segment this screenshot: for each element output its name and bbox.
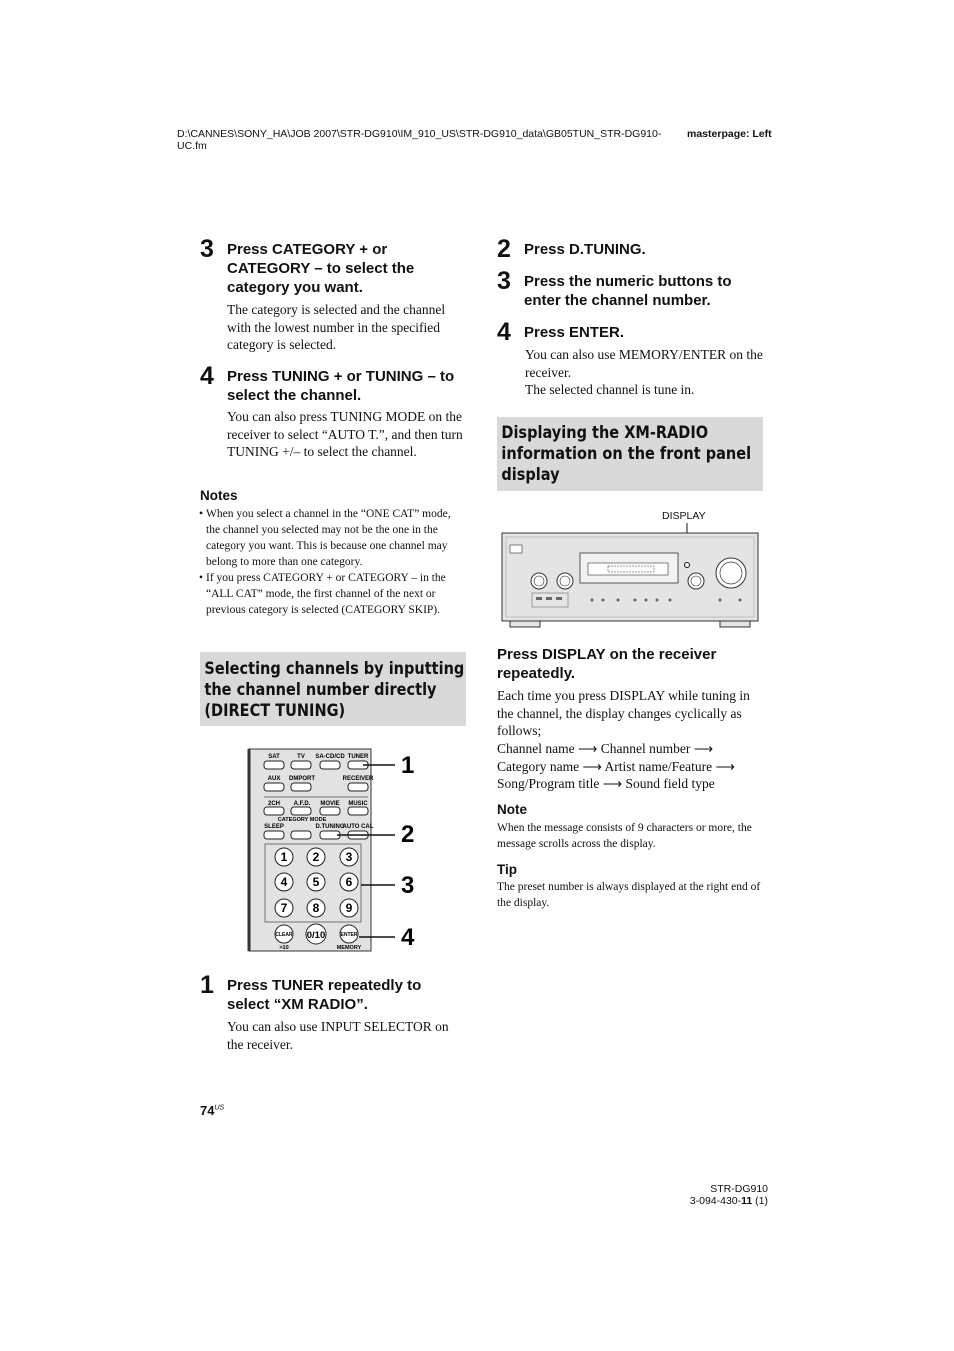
key-sleep: SLEEP xyxy=(264,824,284,830)
cycle-line xyxy=(497,758,765,776)
masterpage-label: masterpage: Left xyxy=(687,128,772,140)
key-1: 1 xyxy=(280,850,288,864)
step-body: You can also use INPUT SELECTOR on the receiver. xyxy=(227,1019,449,1052)
key-7: 7 xyxy=(280,901,288,915)
callout-3: 3 xyxy=(401,872,415,899)
file-path: D:\CANNES\SONY_HA\JOB 2007\STR-DG910\IM_910_US\STR-DG910_data\GB05TUN_STR-DG910-UC.fm xyxy=(177,128,662,152)
press-display-heading: Press DISPLAY on the receiver repeatedly. xyxy=(497,646,717,682)
callout-4: 4 xyxy=(401,924,415,951)
key-tuner: TUNER xyxy=(347,754,369,760)
step-heading: Press D.TUNING. xyxy=(524,241,646,258)
left-step-3 xyxy=(200,235,470,297)
note-item: • If you press CATEGORY + or CATEGORY – in the “ALL CAT” mode, the first channel of the next or previous category is selected (CATEGORY SKIP). xyxy=(199,570,466,618)
step-number: 4 xyxy=(200,362,214,390)
key-category-mode: CATEGORY MODE xyxy=(277,817,327,823)
right-step-4 xyxy=(497,318,767,346)
section-title-box xyxy=(200,652,466,726)
arrow-icon: ⟶ xyxy=(715,758,735,774)
cycle-item: Channel number xyxy=(600,741,691,756)
receiver-illustration xyxy=(500,523,762,631)
page-number xyxy=(200,1103,224,1118)
key-5: 5 xyxy=(312,875,320,889)
key-sat: SAT xyxy=(268,754,280,760)
step-heading: Press TUNING + or TUNING – to select the channel. xyxy=(227,368,455,404)
step-number: 1 xyxy=(200,971,214,999)
callout-2: 2 xyxy=(401,821,415,848)
left-step-1 xyxy=(200,971,470,1014)
display-label: DISPLAY xyxy=(662,510,706,522)
key-dtuning: D.TUNING xyxy=(315,824,345,830)
page-suffix: US xyxy=(214,1104,225,1112)
step-heading: Press ENTER. xyxy=(524,324,625,341)
tip-title: Tip xyxy=(497,862,517,877)
label-memory: MEMORY xyxy=(336,945,362,951)
note-title: Note xyxy=(497,802,527,817)
cycle-item: Channel name xyxy=(497,741,575,756)
step-heading: Press CATEGORY + or CATEGORY – to select the category you want. xyxy=(227,241,415,296)
key-4: 4 xyxy=(280,875,288,889)
key-enter: ENTER xyxy=(340,932,358,938)
display-body: Each time you press DISPLAY while tuning in the channel, the display changes cyclically as follows; xyxy=(497,688,750,738)
key-aux: AUX xyxy=(267,776,281,782)
cycle-line xyxy=(497,775,765,793)
key-music: MUSIC xyxy=(348,801,368,807)
cycle-line xyxy=(497,740,765,758)
key-2: 2 xyxy=(312,850,320,864)
step-number: 2 xyxy=(497,235,511,263)
key-receiver: RECEIVER xyxy=(342,776,374,782)
key-3: 3 xyxy=(345,850,353,864)
step-body-line: The selected channel is tune in. xyxy=(525,382,695,397)
cycle-item: Category name xyxy=(497,758,580,774)
key-8: 8 xyxy=(312,901,320,915)
model-info xyxy=(680,1183,768,1195)
right-step-2 xyxy=(497,235,767,263)
key-clear: CLEAR xyxy=(275,932,293,938)
left-step-4 xyxy=(200,362,470,405)
step-number: 4 xyxy=(497,318,511,346)
part-code-bold: 11 xyxy=(741,1195,753,1207)
key-movie: MOVIE xyxy=(320,801,340,807)
step-heading: Press TUNER repeatedly to select “XM RADIO”. xyxy=(227,977,422,1013)
arrow-icon: ⟶ xyxy=(582,758,602,774)
key-2ch: 2CH xyxy=(267,801,281,807)
key-tv: TV xyxy=(297,754,305,760)
section-title-box-xm xyxy=(497,417,763,491)
note-item: • When you select a channel in the “ONE CAT” mode, the channel you selected may not be the one in the category you want. This is because one channel may belong to more than one category. xyxy=(199,506,466,570)
section-title: Displaying the XM-RADIO information on the front panel display xyxy=(501,423,752,484)
callout-1: 1 xyxy=(401,752,415,779)
step-number: 3 xyxy=(200,235,214,263)
notes-title: Notes xyxy=(200,488,238,503)
step-body: You can also press TUNING MODE on the receiver to select “AUTO T.”, and then turn TUNING +/– to select the channel. xyxy=(227,409,463,459)
right-step-3 xyxy=(497,267,767,310)
remote-illustration xyxy=(245,745,425,955)
step-body-line: You can also use MEMORY/ENTER on the receiver. xyxy=(525,347,763,380)
cycle-item: Artist name/Feature xyxy=(604,758,713,774)
cycle-item: Sound field type xyxy=(625,776,715,791)
key-autocal: AUTO CAL xyxy=(342,824,374,830)
key-6: 6 xyxy=(345,875,353,889)
arrow-icon: ⟶ xyxy=(602,776,623,791)
section-title: Selecting channels by inputting the channel number directly (DIRECT TUNING) xyxy=(204,659,465,720)
step-number: 3 xyxy=(497,267,511,295)
key-9: 9 xyxy=(345,901,353,915)
key-sacd: SA-CD/CD xyxy=(315,754,345,760)
part-code-suffix: (1) xyxy=(752,1195,768,1207)
key-afd: A.F.D. xyxy=(293,801,311,807)
notes-list xyxy=(199,506,466,618)
model-name: STR-DG910 xyxy=(710,1183,768,1195)
cycle-item: Song/Program title xyxy=(497,776,600,791)
display-cycle xyxy=(497,740,765,793)
key-dmport: DMPORT xyxy=(289,776,315,782)
step-heading: Press the numeric buttons to enter the channel number. xyxy=(524,273,732,309)
step-body xyxy=(525,346,770,399)
page-number-value: 74 xyxy=(200,1103,215,1118)
note-body: When the message consists of 9 characters or more, the message scrolls across the display. xyxy=(497,822,752,850)
tip-body: The preset number is always displayed at the right end of the display. xyxy=(497,881,761,909)
arrow-icon: ⟶ xyxy=(577,741,598,756)
key-zero: 0/10 xyxy=(306,930,326,941)
label-gt10: >10 xyxy=(279,945,289,951)
part-code xyxy=(600,1195,768,1207)
part-code-prefix: 3-094-430- xyxy=(689,1195,742,1207)
step-body: The category is selected and the channel with the lowest number in the specified category is selected. xyxy=(227,302,446,352)
arrow-icon: ⟶ xyxy=(693,741,714,756)
